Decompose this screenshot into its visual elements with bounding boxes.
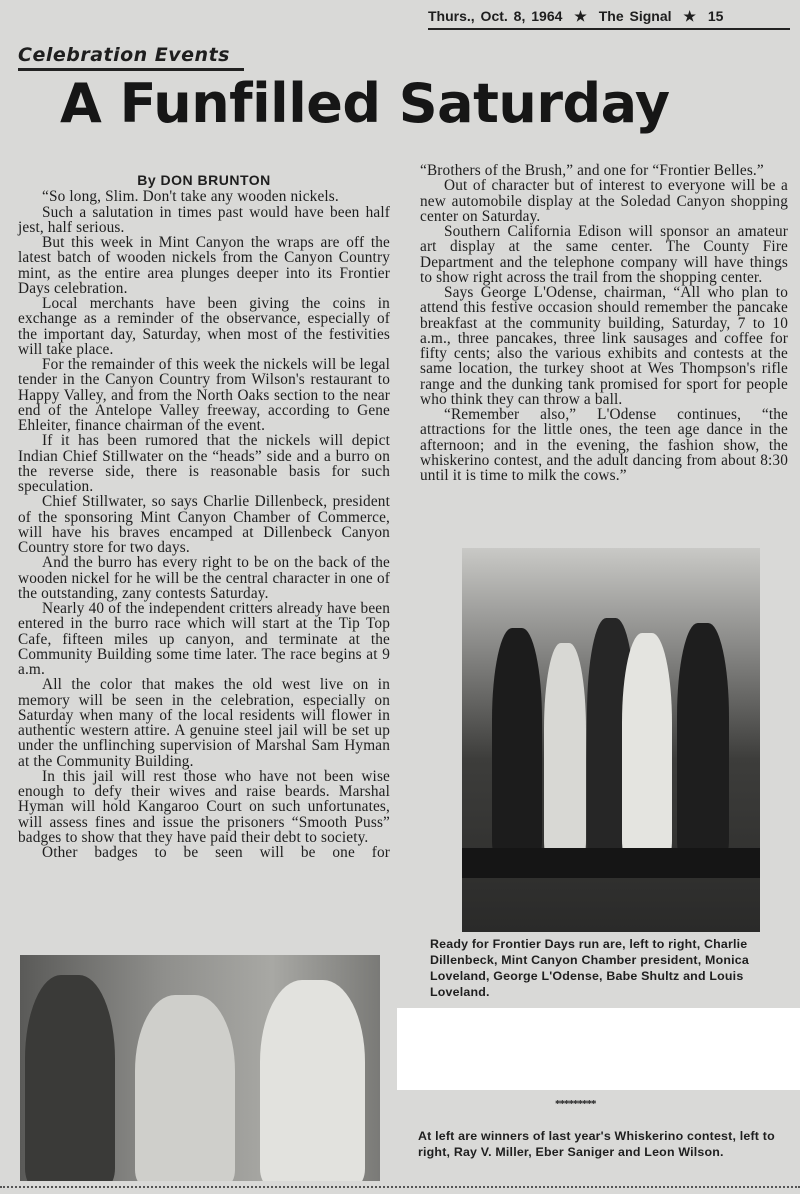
paragraph: Says George L'Odense, chairman, “All who plan to attend this festive occasion should remember the pancake breakfast at the community building, Saturday, 7 to 10 a.m., three pancakes, three link sausages and coffee for fifty cents; also the various exhibits and contests at the same location, the turkey shoot at Wes Thompson's rifle range and the dunking tank promised for sport for people who think they can throw a ball.: [420, 284, 788, 408]
dateline: [428, 8, 790, 30]
paragraph: In this jail will rest those who have not been wise enough to defy their wives and raise beards. Marshal Hyman will hold Kangaroo Court on such unfortunates, will assess fines and issue the prisoners “Smooth Puss” badges to show that they have paid their debt to society.: [18, 767, 390, 846]
byline: By DON BRUNTON: [137, 172, 271, 188]
paragraph: Local merchants have been giving the coins in exchange as a reminder of the observance, especially of the important day, Saturday, when most of the festivities will take place.: [18, 295, 390, 358]
star-icon: ★: [574, 8, 587, 24]
page-number: 15: [707, 8, 724, 24]
paragraph: But this week in Mint Canyon the wraps are off the latest batch of wooden nickels from the Canyon Country mint, as the entire area plunges deeper into its Frontier Days celebration.: [18, 234, 390, 297]
paragraph: And the burro has every right to be on the back of the wooden nickel for he will be the central character in one of the outstanding, zany contests Saturday.: [18, 554, 390, 602]
paragraph: Southern California Edison will sponsor an amateur art display at the same center. The County Fire Department and the telephone company will have things to show right across the trail from the shopping center.: [420, 223, 788, 286]
paragraph: “So long, Slim. Don't take any wooden nickels.: [42, 188, 339, 206]
paragraph: All the color that makes the old west live on in memory will be seen in the celebration, especially on Saturday when many of the local residents will flower in authentic western attire. A genuine steel jail will be set up under the unflinching supervision of Marshal Sam Hyman at the Community Building.: [18, 676, 390, 770]
paragraph: Chief Stillwater, so says Charlie Dillenbeck, president of the sponsoring Mint Canyon Chamber of Commerce, will have his braves encamped at Dillenbeck Canyon Country store for two days.: [18, 493, 390, 556]
article-right-column: [420, 163, 788, 483]
paragraph: If it has been rumored that the nickels will depict Indian Chief Stillwater on the “heads” side and a burro on the reverse side, there is reasonable basis for such speculation.: [18, 432, 390, 495]
dateline-date: Thurs., Oct. 8, 1964: [428, 8, 563, 24]
paragraph: Other badges to be seen will be one for: [42, 844, 390, 861]
paragraph: “Remember also,” L'Odense continues, “the attractions for the little ones, the teen age dance in the afternoon; and in the evening, the fashion show, the whiskerino contest, and the adult dancing from about 8:30 until it is time to milk the cows.”: [420, 406, 788, 484]
headline: A Funfilled Saturday: [60, 72, 670, 135]
frontier-days-caption: Ready for Frontier Days run are, left to right, Charlie Dillenbeck, Mint Canyon Chamber president, Monica Loveland, George L'Odense, Babe Shultz and Louis Loveland.: [430, 937, 749, 999]
blank-area: [397, 1008, 800, 1090]
frontier-days-photo: [462, 548, 760, 932]
section-label: Celebration Events: [18, 44, 244, 71]
article-left-column: [18, 173, 390, 860]
whiskerino-winners-photo: [20, 955, 380, 1181]
paragraph: Out of character but of interest to everyone will be a new automobile display at the Soledad Canyon shopping center on Saturday.: [420, 177, 788, 225]
paragraph: Nearly 40 of the independent critters already have been entered in the burro race which will start at the Tip Top Cafe, fifteen miles up canyon, and terminate at the Community Building some time later. The race begins at 9 a.m.: [18, 600, 390, 678]
newspaper-name: The Signal: [598, 8, 672, 24]
paragraph: “Brothers of the Brush,” and one for “Frontier Belles.”: [420, 162, 764, 179]
star-icon: ★: [683, 8, 696, 24]
whiskerino-caption: At left are winners of last year's Whiskerino contest, left to right, Ray V. Miller, Eber Saniger and Leon Wilson.: [418, 1129, 775, 1159]
paragraph: Such a salutation in times past would have been half jest, half serious.: [18, 203, 390, 236]
bottom-border: [0, 1186, 800, 1188]
paragraph: For the remainder of this week the nickels will be legal tender in the Canyon Country from Wilson's restaurant to Happy Valley, and from the North Oaks section to the near end of the Antelope Valley freeway, according to Gene Ehleiter, finance chairman of the event.: [18, 356, 390, 434]
ornament-stars: *********: [555, 1098, 596, 1110]
